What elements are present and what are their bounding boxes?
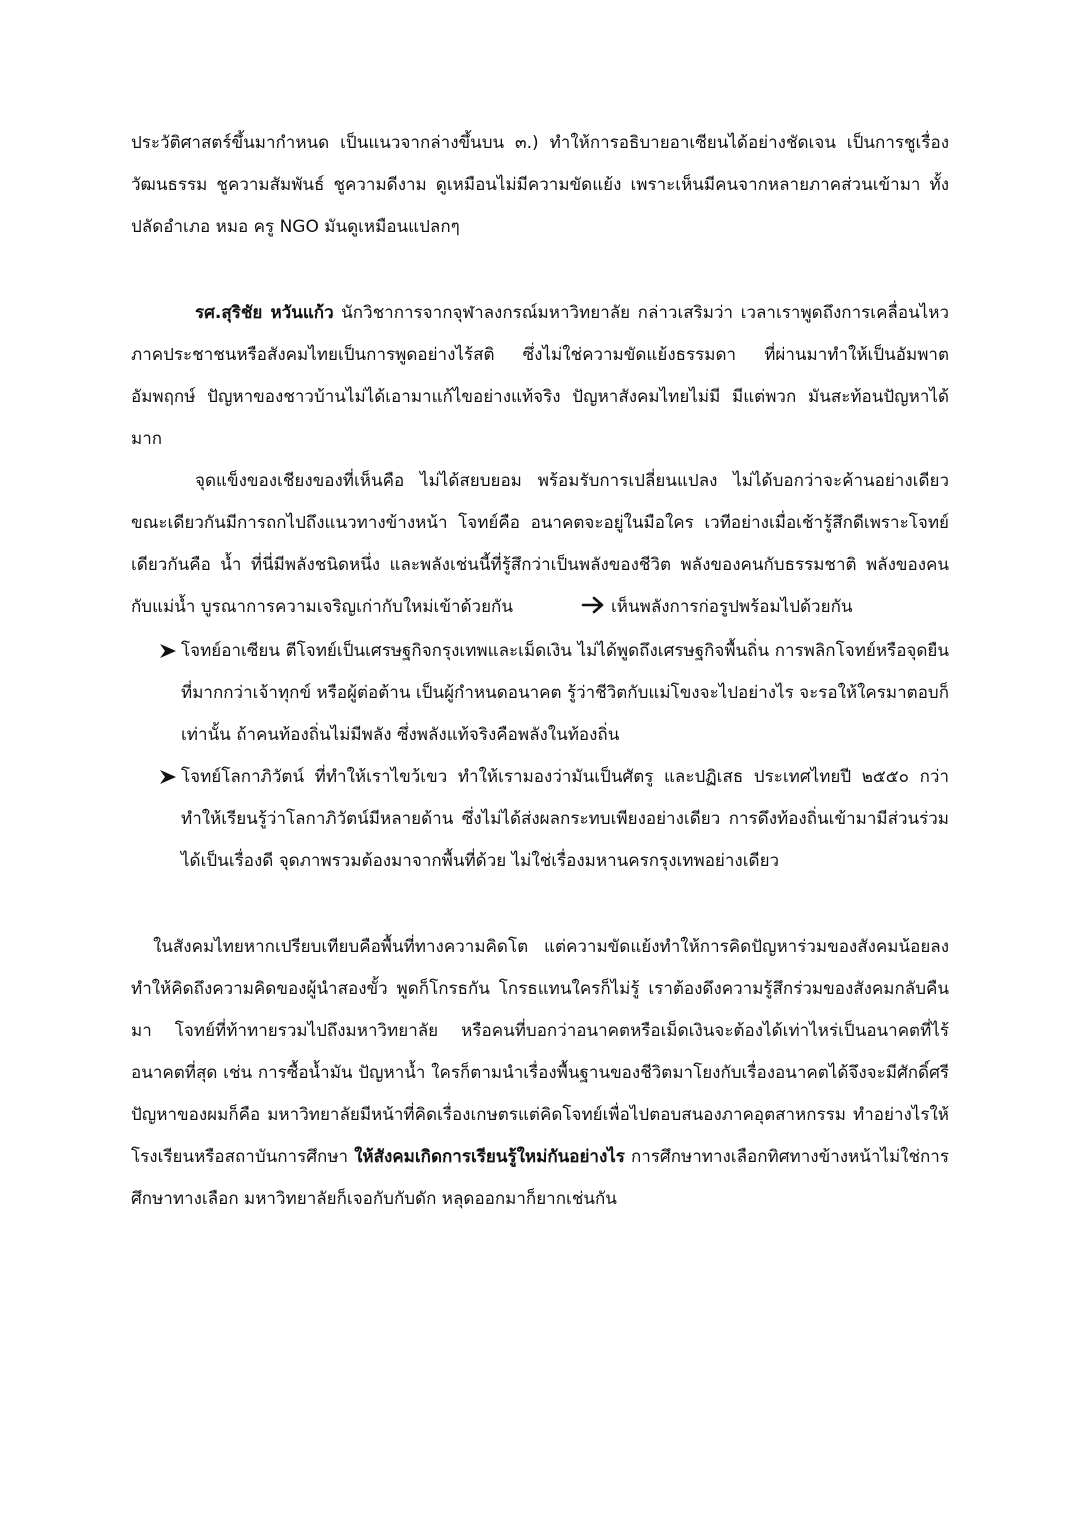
bullet-text: โจทย์อาเซียน ตีโจทย์เป็นเศรษฐกิจกรุงเทพและเม็ดเงิน ไม่ได้พูดถึงเศรษฐกิจพื้นถิ่น การพลิกโจทย์หรือจุดยืนที่มากกว่าเจ้าทุกข์ หรือผู้ต่อต้าน เป็นผู้กำหนดอนาคต รู้ว่าชีวิตกับแม่โขงจะไปอย่างไร จะรอให้ใครมาตอบก็เท่านั้น ถ้าคนท้องถิ่นไม่มีพลัง ซึ่งพลังแท้จริงคือพลังในท้องถิ่น — [181, 641, 949, 745]
section-gap — [131, 882, 949, 926]
paragraph-continuation — [131, 122, 949, 248]
paragraph-4-tail: การศึกษาทางเลือกทิศทางข้างหน้าไม่ใช่การศึกษาทางเลือก มหาวิทยาลัยก็เจอกับกับดัก หลุดออกมาก็ยากเช่นกัน — [131, 1147, 949, 1209]
bullet-item — [131, 630, 949, 756]
emphasized-text: ให้สังคมเกิดการเรียนรู้ใหม่กันอย่างไร — [354, 1147, 625, 1167]
bullet-item — [131, 756, 949, 882]
section-gap — [131, 248, 949, 292]
bullet-list — [131, 630, 949, 882]
paragraph-3-text: จุดแข็งของเชียงของที่เห็นคือ ไม่ได้สยบยอม พร้อมรับการเปลี่ยนแปลง ไม่ได้บอกว่าจะค้านอย่างเดียว ขณะเดียวกันมีการถกไปถึงแนวทางข้างหน้า โจทย์คือ อนาคตจะอยู่ในมือใคร เวทีอย่างเมื่อเช้ารู้สึกดีเพราะโจทย์เดียวกันคือ น้ำ ที่นี่มีพลังชนิดหนึ่ง และพลังเช่นนี้ที่รู้สึกว่าเป็นพลังของชีวิต พลังของคนกับธรรมชาติ พลังของคนกับแม่น้ำ บูรณาการความเจริญเก่ากับใหม่เข้าด้วยกัน — [131, 471, 949, 617]
speaker-name: รศ.สุริชัย หวันแก้ว — [195, 303, 334, 323]
paragraph-4-text: ในสังคมไทยหากเปรียบเทียบคือพื้นที่ทางความคิดโต แต่ความขัดแย้งทำให้การคิดปัญหาร่วมของสังคมน้อยลง ทำให้คิดถึงความคิดของผู้นำสองขั้ว พูดก็โกรธกัน โกรธแทนใครก็ไม่รู้ เราต้องดึงความรู้สึกร่วมของสังคมกลับคืนมา โจทย์ที่ท้าทายรวมไปถึงมหาวิทยาลัย หรือคนที่บอกว่าอนาคตหรือเม็ดเงินจะต้องได้เท่าไหร่เป็นอนาคตที่ไร้อนาคตที่สุด เช่น การซื้อน้ำมัน ปัญหาน้ำ ใครก็ตามนำเรื่องพื้นฐานของชีวิตมาโยงกับเรื่องอนาคตได้จึงจะมีศักดิ์ศรี ปัญหาของผมก็คือ มหาวิทยาลัยมีหน้าที่คิดเรื่องเกษตรแต่คิดโจทย์เพื่อไปตอบสนองภาคอุตสาหกรรม ทำอย่างไรให้โรงเรียนหรือสถาบันการศึกษา — [131, 937, 949, 1167]
paragraph-3-tail: เห็นพลังการก่อรูปพร้อมไปด้วยกัน — [610, 597, 853, 617]
arrowhead-bullet-icon — [159, 630, 179, 672]
document-body — [131, 122, 949, 1220]
right-arrow-icon — [517, 588, 605, 630]
bullet-text: โจทย์โลกาภิวัตน์ ที่ทำให้เราไขว้เขว ทำให้เรามองว่ามันเป็นศัตรู และปฏิเสธ ประเทศไทยปี ๒๕๕๐ กว่า ทำให้เรียนรู้ว่าโลกาภิวัตน์มีหลายด้าน ซึ่งไม่ได้ส่งผลกระทบเพียงอย่างเดียว การดึงท้องถิ่นเข้ามามีส่วนร่วมได้เป็นเรื่องดี จุดภาพรวมต้องมาจากพื้นที่ด้วย ไม่ใช่เรื่องมหานครกรุงเทพอย่างเดียว — [181, 767, 949, 871]
paragraph-2-text: นักวิชาการจากจุฬาลงกรณ์มหาวิทยาลัย กล่าวเสริมว่า เวลาเราพูดถึงการเคลื่อนไหวภาคประชาชนหรือสังคมไทยเป็นการพูดอย่างไร้สติ ซึ่งไม่ใช่ความขัดแย้งธรรมดา ที่ผ่านมาทำให้เป็นอัมพาต อัมพฤกษ์ ปัญหาของชาวบ้านไม่ได้เอามาแก้ไขอย่างแท้จริง ปัญหาสังคมไทยไม่มี มีแต่พวก มันสะท้อนปัญหาได้มาก — [131, 303, 949, 449]
paragraph-speaker — [131, 292, 949, 460]
paragraph-1-text: ประวัติศาสตร์ขึ้นมากำหนด เป็นแนวจากล่างขึ้นบน ๓.) ทำให้การอธิบายอาเซียนได้อย่างชัดเจน เป็นการชูเรื่องวัฒนธรรม ชูความสัมพันธ์ ชูความดีงาม ดูเหมือนไม่มีความขัดแย้ง เพราะเห็นมีคนจากหลายภาคส่วนเข้ามา ทั้งปลัดอำเภอ หมอ ครู NGO มันดูเหมือนแปลกๆ — [131, 133, 949, 237]
paragraph-thai-society — [131, 926, 949, 1220]
paragraph-strengths — [131, 460, 949, 630]
arrowhead-bullet-icon — [159, 756, 179, 798]
